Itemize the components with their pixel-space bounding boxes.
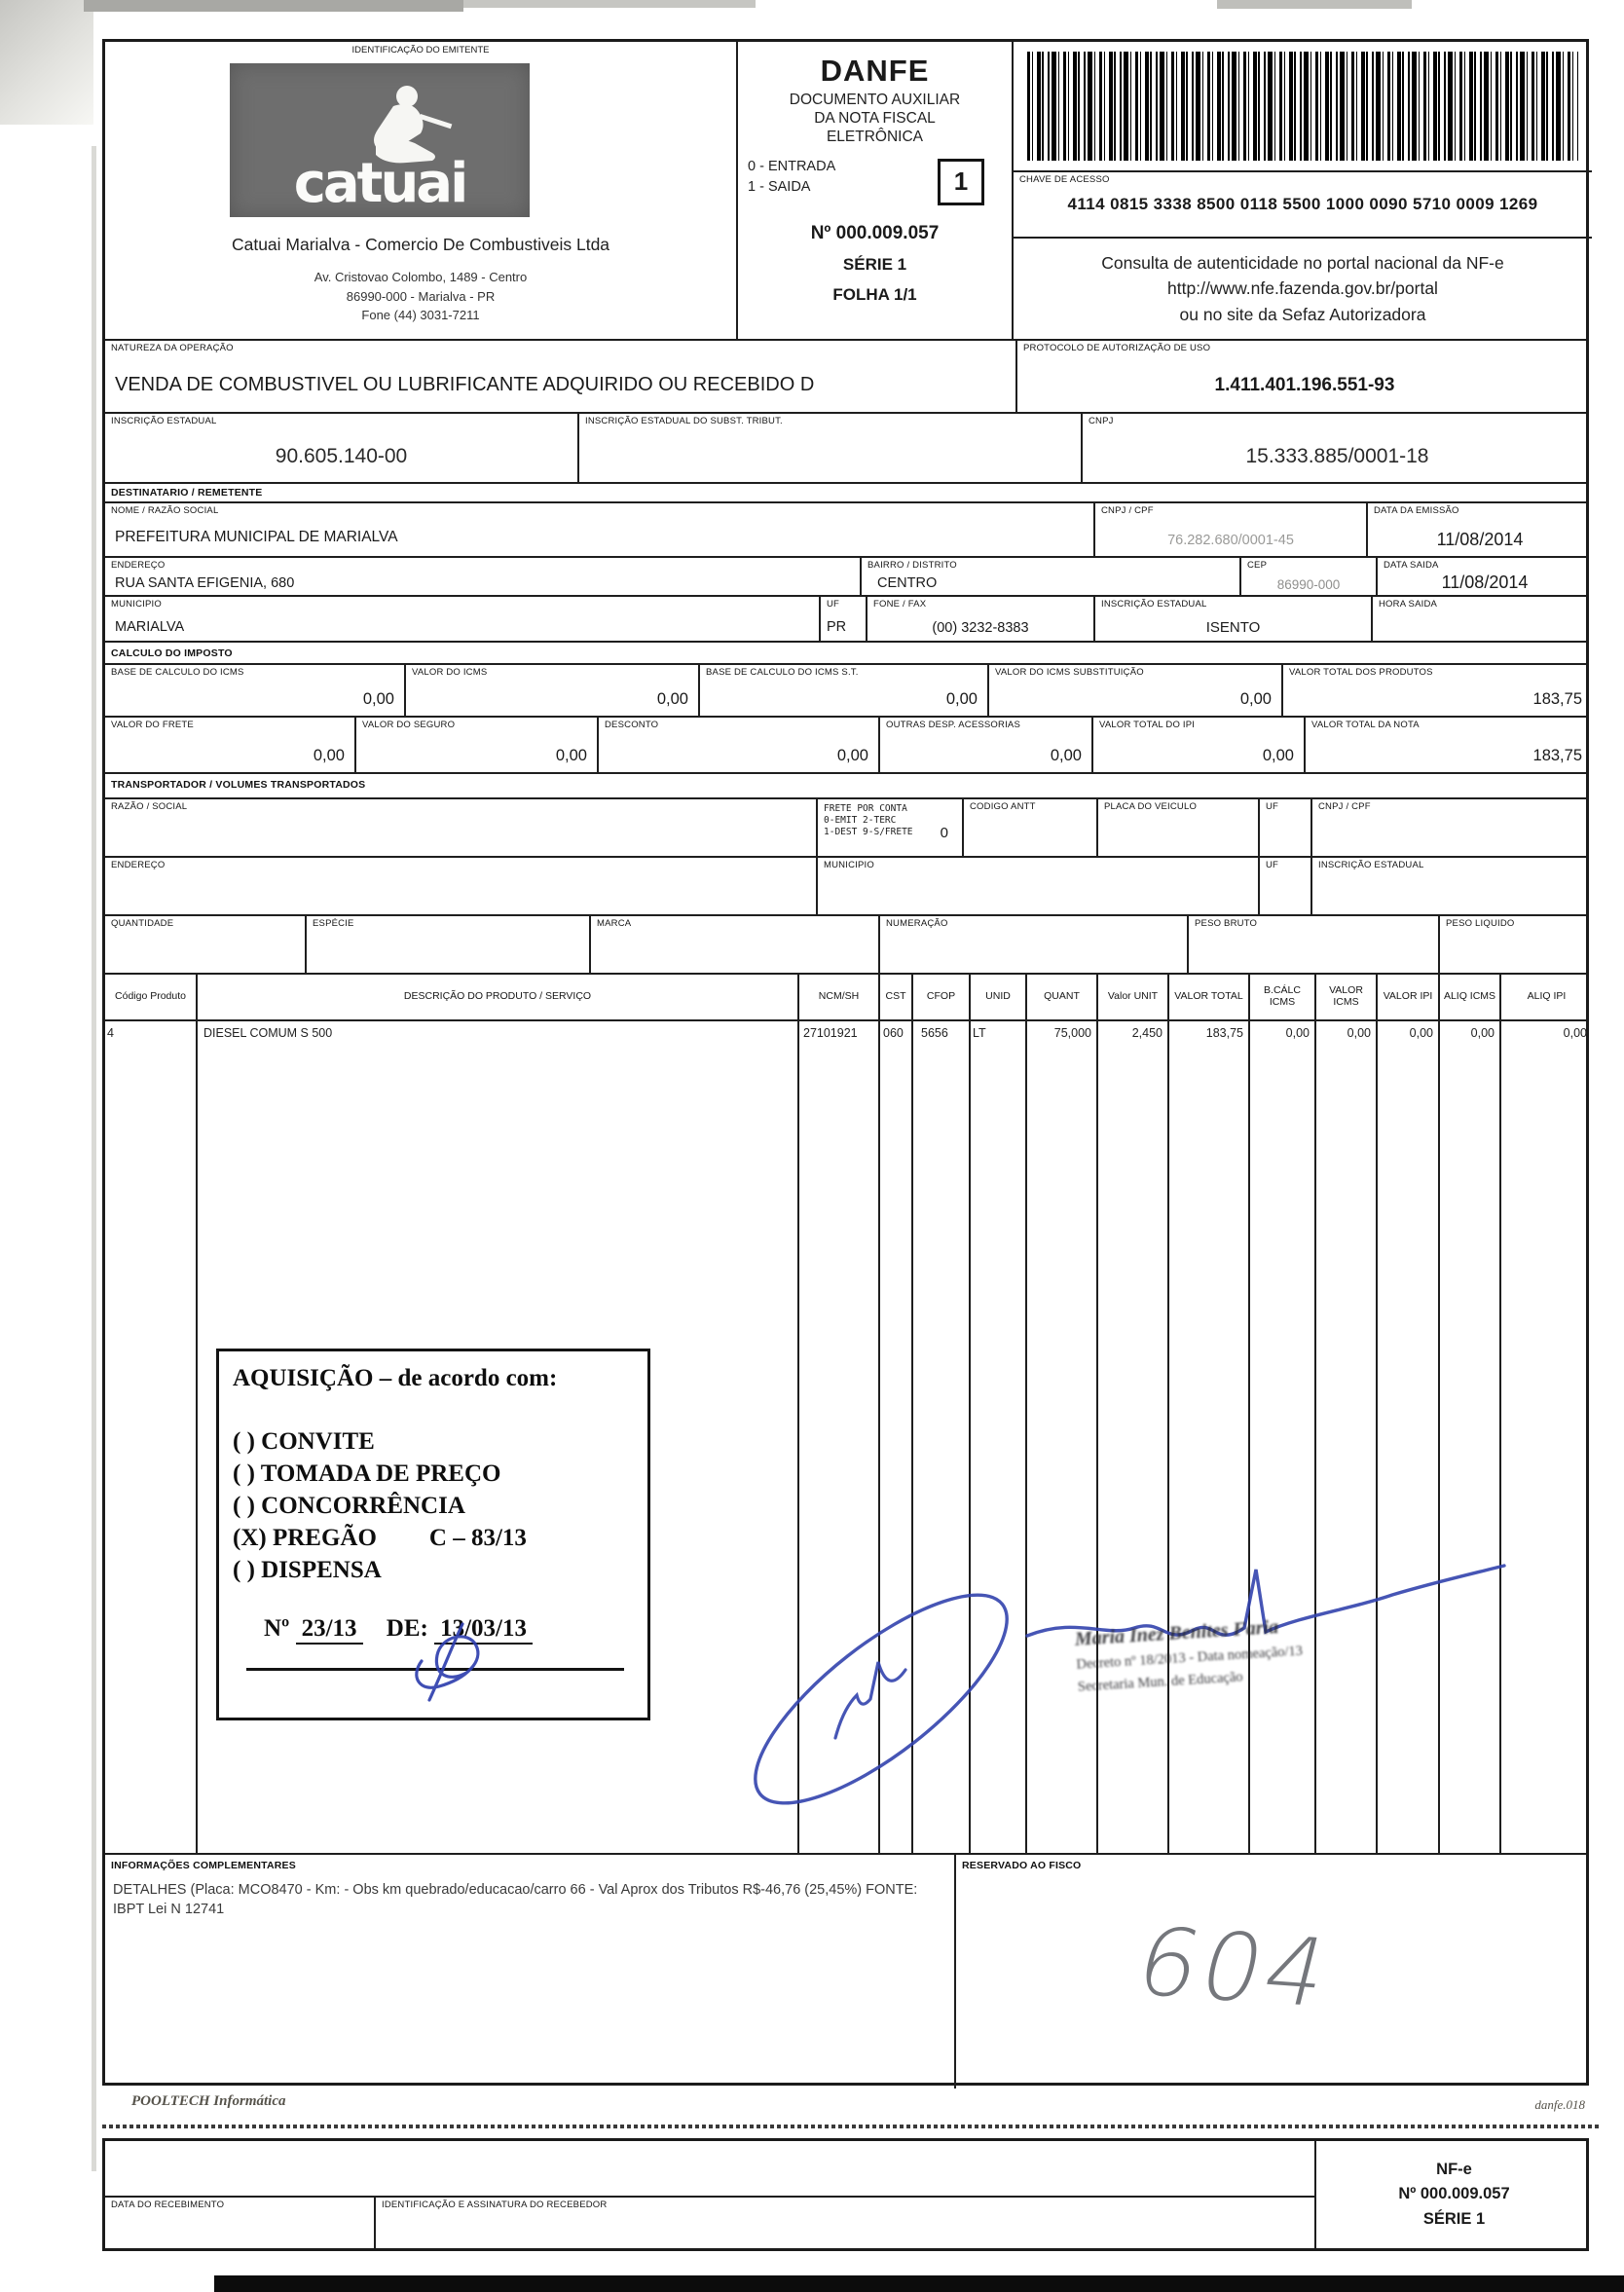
- field-antt-code: [962, 799, 1096, 856]
- perforation-dotted-line: [102, 2125, 1602, 2128]
- scan-edge-strip: [463, 0, 756, 8]
- field-cep: [1239, 558, 1376, 595]
- field-products-total: [1281, 665, 1592, 716]
- registration-row: [105, 412, 1586, 482]
- entry-exit-block: [738, 157, 1012, 211]
- cep-value: 86990-000: [1276, 577, 1341, 592]
- stub-nfe-number: Nº 000.009.057: [1398, 2185, 1510, 2203]
- icms-value-value: 0,00: [656, 690, 688, 708]
- scan-corner-smudge: [0, 0, 93, 125]
- field-gross-weight: [1187, 916, 1438, 973]
- field-carrier-uf: [1258, 799, 1310, 856]
- pregao-reference: C – 83/13: [428, 1525, 527, 1551]
- field-complementary-info: [105, 1855, 954, 2089]
- icms-subst-value: 0,00: [1239, 690, 1272, 708]
- transport-section-header: [105, 772, 1586, 797]
- district-label: BAIRRO / DISTRITO: [867, 560, 957, 571]
- field-vehicle-plate: [1096, 799, 1258, 856]
- recipient-address-row: [105, 556, 1586, 595]
- field-subst-registration: [577, 414, 1081, 482]
- complementary-info-text: DETALHES (Placa: MCO8470 - Km: - Obs km quebrado/educacao/carro 66 - Val Aprox dos Tributos R$-46,76 (25,45%) FONTE: IBPT Lei N 12741: [113, 1882, 918, 1917]
- exit-option: 1 - SAIDA: [748, 179, 811, 196]
- protocol-label: PROTOCOLO DE AUTORIZAÇÃO DE USO: [1023, 343, 1211, 353]
- acquisition-number-value: 23/13: [296, 1615, 363, 1645]
- recipient-ie-label: INSCRIÇÃO ESTADUAL: [1101, 599, 1207, 610]
- product-icms-value-cell: 0,00: [1314, 1021, 1376, 1853]
- products-total-label: VALOR TOTAL DOS PRODUTOS: [1289, 667, 1433, 678]
- danfe-document: [102, 39, 1589, 2271]
- access-key-value: 4114 0815 3338 8500 0118 5500 1000 0090 5710 0009 1269: [1067, 195, 1538, 214]
- stub-blank-strip: [105, 2141, 1314, 2198]
- departure-date-value: 11/08/2014: [1441, 573, 1529, 592]
- carrier-ie-label: INSCRIÇÃO ESTADUAL: [1318, 860, 1424, 870]
- barcode: [1027, 52, 1578, 161]
- recipient-section-label: DESTINATARIO / REMETENTE: [111, 487, 263, 499]
- icms-subst-label: VALOR DO ICMS SUBSTITUIÇÃO: [995, 667, 1144, 678]
- col-header-total-value: VALOR TOTAL: [1167, 975, 1248, 1019]
- acquisition-number-label: Nº: [264, 1615, 290, 1642]
- other-expenses-value: 0,00: [1050, 747, 1082, 764]
- insurance-label: VALOR DO SEGURO: [362, 720, 456, 730]
- transport-section-label: TRANSPORTADOR / VOLUMES TRANSPORTADOS: [111, 779, 366, 791]
- field-recipient-name: [105, 503, 1093, 556]
- option-pregao: (X) PREGÃO: [233, 1525, 377, 1551]
- product-cfop-cell: 5656: [911, 1021, 969, 1853]
- receipt-stub: [102, 2138, 1589, 2251]
- field-recipient-cnpj: [1093, 503, 1366, 556]
- field-icms-subst: [987, 665, 1281, 716]
- col-header-description: DESCRIÇÃO DO PRODUTO / SERVIÇO: [196, 975, 797, 1019]
- danfe-subtitle: [738, 92, 1012, 147]
- discount-value: 0,00: [836, 747, 868, 764]
- product-ipi-value-cell: 0,00: [1376, 1021, 1438, 1853]
- stamp-decree-line: Decreto nº 18/2013 - Data nomeação/13: [1076, 1643, 1304, 1673]
- col-header-ncm: NCM/SH: [797, 975, 878, 1019]
- cep-label: CEP: [1247, 560, 1268, 571]
- field-receipt-date: [105, 2198, 374, 2248]
- stub-nfe-box: [1314, 2141, 1592, 2248]
- field-insurance-value: [354, 718, 597, 772]
- freight-label: VALOR DO FRETE: [111, 720, 194, 730]
- field-carrier-name: [105, 799, 816, 856]
- product-cst-cell: 060: [878, 1021, 911, 1853]
- carrier-address-label: ENDEREÇO: [111, 860, 166, 870]
- field-carrier-city: [816, 858, 1258, 914]
- col-header-quantity: QUANT: [1025, 975, 1096, 1019]
- recipient-city-row: [105, 595, 1586, 641]
- col-header-icms-value: VALOR ICMS: [1314, 975, 1376, 1019]
- volumes-row: [105, 914, 1586, 973]
- insurance-value: 0,00: [555, 747, 587, 764]
- acquisition-title: AQUISIÇÃO – de acordo com:: [233, 1365, 558, 1391]
- subst-registration-label: INSCRIÇÃO ESTADUAL DO SUBST. TRIBUT.: [585, 416, 783, 426]
- emitter-address-line1: Av. Cristovao Colombo, 1489 - Centro: [314, 270, 528, 284]
- danfe-subtitle-line2: DA NOTA FISCAL: [814, 109, 936, 127]
- emitter-address-line2: 86990-000 - Marialva - PR: [346, 288, 496, 304]
- vehicle-plate-label: PLACA DO VEICULO: [1104, 801, 1198, 812]
- state-registration-label: INSCRIÇÃO ESTADUAL: [111, 416, 217, 426]
- operation-value: VENDA DE COMBUSTIVEL OU LUBRIFICANTE ADQUIRIDO OU RECEBIDO D: [115, 374, 815, 395]
- product-description-cell: DIESEL COMUM S 500: [196, 1021, 797, 1853]
- field-carrier-uf2: [1258, 858, 1310, 914]
- danfe-subtitle-line1: DOCUMENTO AUXILIAR: [789, 92, 961, 108]
- tax-section-label: CALCULO DO IMPOSTO: [111, 647, 233, 659]
- recipient-name-row: [105, 501, 1586, 556]
- emission-date-value: 11/08/2014: [1436, 530, 1524, 549]
- field-departure-hour: [1371, 597, 1592, 641]
- field-carrier-cnpj: [1310, 799, 1592, 856]
- layout-version: danfe.018: [1534, 2097, 1585, 2112]
- acquisition-stamp-box: [216, 1349, 650, 1720]
- header-section: [105, 42, 1586, 339]
- field-icms-st-base: [698, 665, 987, 716]
- transport-row-2: [105, 856, 1586, 914]
- field-icms-value: [404, 665, 698, 716]
- entry-option: 0 - ENTRADA: [748, 158, 836, 174]
- stamp-office-line: Secretaria Mun. de Educação: [1077, 1669, 1244, 1695]
- col-header-unit: UNID: [969, 975, 1025, 1019]
- field-district: [860, 558, 1239, 595]
- net-weight-label: PESO LIQUIDO: [1446, 918, 1515, 929]
- fisco-handwritten-number: 604: [1126, 1907, 1343, 2028]
- field-emission-date: [1366, 503, 1592, 556]
- carrier-uf-label: UF: [1266, 801, 1279, 812]
- emission-date-label: DATA DA EMISSÃO: [1374, 505, 1459, 516]
- product-code-cell: 4: [107, 1026, 114, 1040]
- recipient-city-label: MUNICIPIO: [111, 599, 162, 610]
- recipient-uf-label: UF: [827, 599, 840, 610]
- nfe-number: Nº 000.009.057: [810, 222, 940, 243]
- acquisition-date-label: DE:: [386, 1615, 428, 1642]
- scan-bottom-bar: [214, 2275, 1624, 2292]
- field-receiver-signature: [374, 2198, 1314, 2248]
- product-quantity-cell: 75,000: [1025, 1021, 1096, 1853]
- carrier-cnpj-label: CNPJ / CPF: [1318, 801, 1371, 812]
- gross-weight-label: PESO BRUTO: [1195, 918, 1258, 929]
- recipient-cnpj-label: CNPJ / CPF: [1101, 505, 1154, 516]
- authenticity-line1: Consulta de autenticidade no portal nacional da NF-e: [1101, 253, 1504, 273]
- field-quantity: [105, 916, 305, 973]
- option-concorrencia: ( ) CONCORRÊNCIA: [233, 1493, 465, 1519]
- col-header-cst: CST: [878, 975, 911, 1019]
- departure-date-label: DATA SAIDA: [1384, 560, 1439, 571]
- freight-value: 0,00: [313, 747, 345, 764]
- field-recipient-city: [105, 597, 819, 641]
- phone-label: FONE / FAX: [873, 599, 927, 610]
- transport-row-1: [105, 797, 1586, 856]
- field-numbering: [878, 916, 1187, 973]
- freight-type-value: 0: [940, 825, 948, 841]
- col-header-product-code: Código Produto: [115, 990, 186, 1003]
- col-header-icms-base: B.CÁLC ICMS: [1248, 975, 1314, 1019]
- field-state-registration: [105, 414, 577, 482]
- emitter-panel-label: IDENTIFICAÇÃO DO EMITENTE: [351, 45, 490, 55]
- complementary-info-label: INFORMAÇÕES COMPLEMENTARES: [111, 1860, 296, 1871]
- field-discount: [597, 718, 878, 772]
- field-recipient-ie: [1093, 597, 1371, 641]
- recipient-section-header: [105, 482, 1586, 501]
- field-departure-date: [1376, 558, 1592, 595]
- invoice-total-value: 183,75: [1532, 747, 1582, 764]
- product-table-header: [105, 973, 1586, 1019]
- col-header-ipi-value: VALOR IPI: [1376, 975, 1438, 1019]
- acquisition-date-value: 13/03/13: [434, 1615, 533, 1645]
- tax-section-header: [105, 641, 1586, 663]
- stub-nfe-title: NF-e: [1436, 2160, 1472, 2178]
- recipient-city-value: MARIALVA: [115, 619, 185, 635]
- species-label: ESPÉCIE: [313, 918, 354, 929]
- recipient-name-label: NOME / RAZÃO SOCIAL: [111, 505, 219, 516]
- emitter-name: Catuai Marialva - Comercio De Combustiveis Ltda: [231, 235, 610, 254]
- field-carrier-ie: [1310, 858, 1592, 914]
- field-net-weight: [1438, 916, 1592, 973]
- stamp-name-line: Maria Inez Benites Faria: [1074, 1616, 1279, 1650]
- logo-wordmark: catuai: [293, 152, 466, 215]
- field-operation-nature: [105, 341, 1015, 412]
- col-header-unit-value: Valor UNIT: [1096, 975, 1167, 1019]
- field-emitter-cnpj: [1081, 414, 1592, 482]
- scan-paper-edge: [92, 146, 96, 2171]
- stub-nfe-series: SÉRIE 1: [1422, 2209, 1486, 2228]
- option-tomada-de-preco: ( ) TOMADA DE PREÇO: [233, 1460, 501, 1487]
- products-total-value: 183,75: [1532, 690, 1582, 708]
- ipi-total-label: VALOR TOTAL DO IPI: [1099, 720, 1196, 730]
- field-species: [305, 916, 589, 973]
- col-header-ipi-rate: ALIQ IPI: [1499, 975, 1592, 1019]
- freight-type-line2: 0-EMIT 2-TERC: [824, 814, 897, 826]
- col-header-cfop: CFOP: [911, 975, 969, 1019]
- field-freight-type: [816, 799, 962, 856]
- operation-row: [105, 339, 1586, 412]
- nfe-sheet: FOLHA 1/1: [832, 284, 917, 304]
- recipient-address-value: RUA SANTA EFIGENIA, 680: [115, 575, 295, 591]
- freight-type-line3: 1-DEST 9-S/FRETE: [824, 826, 913, 837]
- danfe-panel: [736, 42, 1012, 339]
- signature-scribble-ink: [402, 1614, 509, 1708]
- district-value: CENTRO: [877, 575, 938, 591]
- field-other-expenses: [878, 718, 1091, 772]
- field-recipient-address: [105, 558, 860, 595]
- field-freight-value: [105, 718, 354, 772]
- reserved-fisco-label: RESERVADO AO FISCO: [962, 1860, 1082, 1871]
- emitter-cnpj-value: 15.333.885/0001-18: [1245, 445, 1429, 467]
- danfe-subtitle-line3: ELETRÔNICA: [826, 128, 924, 145]
- product-ipi-rate-cell: 0,00: [1499, 1021, 1592, 1853]
- operation-type-box: 1: [938, 159, 984, 205]
- access-key-box: [1014, 170, 1592, 239]
- authenticity-note: [1014, 250, 1592, 327]
- icms-value-label: VALOR DO ICMS: [412, 667, 488, 678]
- freight-type-line1: FRETE POR CONTA: [824, 803, 907, 814]
- icms-st-base-value: 0,00: [945, 690, 978, 708]
- field-recipient-uf: [819, 597, 866, 641]
- brand-label: MARCA: [597, 918, 632, 929]
- departure-hour-label: HORA SAIDA: [1379, 599, 1438, 610]
- ipi-total-value: 0,00: [1262, 747, 1294, 764]
- recipient-cnpj-value: 76.282.680/0001-45: [1167, 533, 1294, 548]
- carrier-uf2-label: UF: [1266, 860, 1279, 870]
- recipient-ie-value: ISENTO: [1205, 619, 1261, 636]
- product-unit-cell: LT: [969, 1021, 1025, 1853]
- state-registration-value: 90.605.140-00: [275, 445, 408, 467]
- additional-info-section: [105, 1853, 1586, 2089]
- option-convite: ( ) CONVITE: [233, 1428, 375, 1455]
- quantity-label: QUANTIDADE: [111, 918, 174, 929]
- receipt-date-label: DATA DO RECEBIMENTO: [111, 2200, 225, 2210]
- scan-edge-strip: [84, 0, 463, 12]
- emitter-panel: [105, 42, 736, 339]
- nfe-series: SÉRIE 1: [842, 254, 907, 274]
- icms-base-label: BASE DE CALCULO DO ICMS: [111, 667, 244, 678]
- tax-row-1: [105, 663, 1586, 716]
- discount-label: DESCONTO: [605, 720, 659, 730]
- access-key-panel: [1012, 42, 1592, 339]
- emitter-logo: [230, 63, 530, 217]
- invoice-total-label: VALOR TOTAL DA NOTA: [1311, 720, 1420, 730]
- field-phone: [866, 597, 1093, 641]
- emitter-address: [105, 268, 736, 325]
- recipient-name-value: PREFEITURA MUNICIPAL DE MARIALVA: [115, 529, 398, 545]
- numbering-label: NUMERAÇÃO: [886, 918, 948, 929]
- col-header-icms-rate: ALIQ ICMS: [1438, 975, 1499, 1019]
- access-key-label: CHAVE DE ACESSO: [1019, 174, 1110, 185]
- signature-ellipse-ink: [720, 1553, 1042, 1845]
- scan-edge-strip: [1217, 0, 1412, 9]
- authenticity-line2: http://www.nfe.fazenda.gov.br/portal: [1167, 278, 1438, 299]
- field-invoice-total: [1304, 718, 1592, 772]
- authenticity-line3: ou no site da Sefaz Autorizadora: [1179, 304, 1426, 324]
- tax-row-2: [105, 716, 1586, 772]
- product-icms-base-cell: 0,00: [1248, 1021, 1314, 1853]
- software-credit: POOLTECH Informática: [131, 2093, 286, 2109]
- field-authorization-protocol: [1015, 341, 1592, 412]
- protocol-value: 1.411.401.196.551-93: [1214, 375, 1395, 395]
- recipient-address-label: ENDEREÇO: [111, 560, 166, 571]
- recipient-uf-value: PR: [827, 619, 847, 635]
- emitter-address-line3: Fone (44) 3031-7211: [361, 308, 480, 322]
- icms-st-base-label: BASE DE CALCULO DO ICMS S.T.: [706, 667, 859, 678]
- field-icms-base: [105, 665, 404, 716]
- other-expenses-label: OUTRAS DESP. ACESSORIAS: [886, 720, 1020, 730]
- field-carrier-address: [105, 858, 816, 914]
- receiver-signature-label: IDENTIFICAÇÃO E ASSINATURA DO RECEBEDOR: [382, 2200, 608, 2210]
- operation-label: NATUREZA DA OPERAÇÃO: [111, 343, 234, 353]
- product-ncm-cell: 27101921: [797, 1021, 878, 1853]
- danfe-title: DANFE: [820, 54, 930, 88]
- option-dispensa: ( ) DISPENSA: [233, 1557, 382, 1583]
- antt-code-label: CODIGO ANTT: [970, 801, 1036, 812]
- field-ipi-total: [1091, 718, 1304, 772]
- phone-value: (00) 3232-8383: [932, 620, 1029, 636]
- carrier-city-label: MUNICIPIO: [824, 860, 874, 870]
- emitter-cnpj-label: CNPJ: [1089, 416, 1114, 426]
- product-icms-rate-cell: 0,00: [1438, 1021, 1499, 1853]
- field-brand: [589, 916, 878, 973]
- carrier-name-label: RAZÃO / SOCIAL: [111, 801, 188, 812]
- icms-base-value: 0,00: [362, 690, 394, 708]
- product-total-value-cell: 183,75: [1167, 1021, 1248, 1853]
- product-unit-value-cell: 2,450: [1096, 1021, 1167, 1853]
